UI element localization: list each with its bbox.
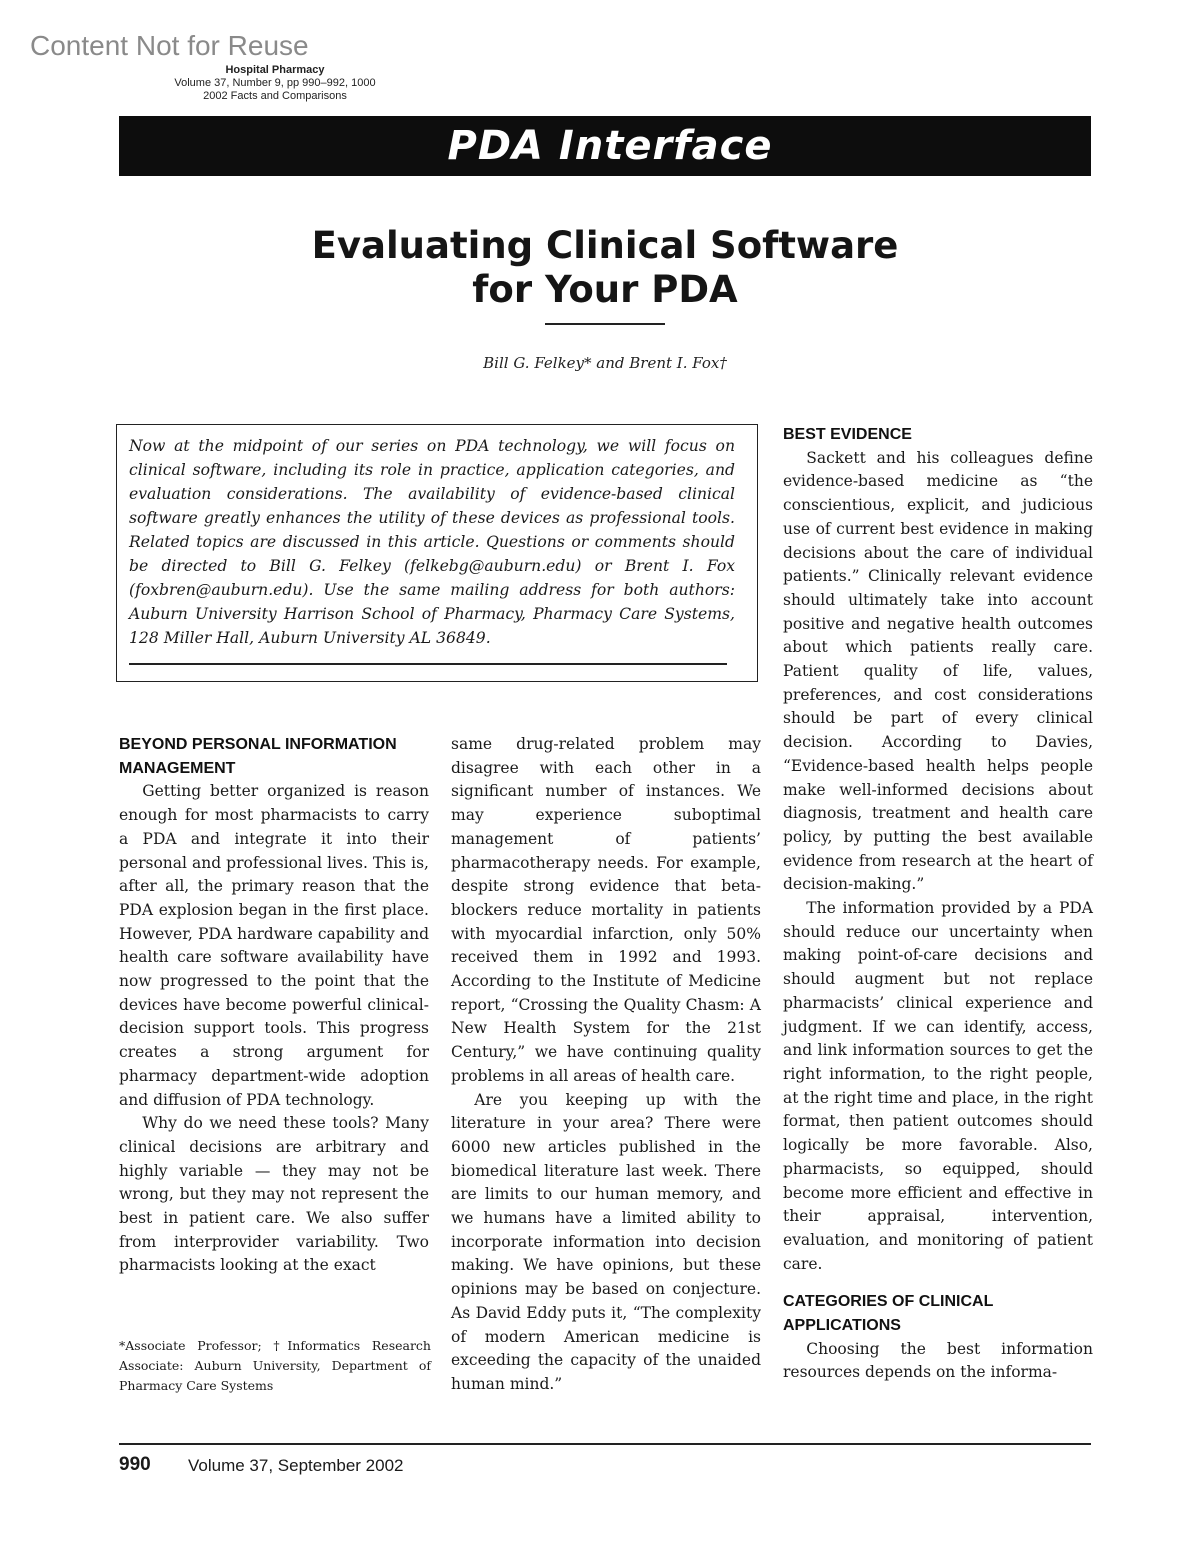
journal-name: Hospital Pharmacy xyxy=(225,64,325,76)
title-divider xyxy=(545,323,665,325)
paragraph: Getting better organized is reason enough for most pharmacists to carry a PDA and integrate it into their personal and professional lives. This is, after all, the primary reason that the PDA explosion began in the first place. However, PDA hardware capability and health care software availability have now progressed to the point that the devices have become powerful clinical-decision support tools. This progress creates a strong argument for pharmacy department-wide adoption and diffusion of PDA technology. xyxy=(119,782,429,1109)
paragraph: Sackett and his colleagues define evidence-based medicine as “the conscientious, explicit, and judicious use of current best evidence in making decisions about the care of individual patients.” Clinically relevant evidence should ultimately take into account positive and negative health outcomes about which patients really care. Patient quality of life, values, preferences, and cost considerations should be part of every clinical decision. According to Davies, “Evidence-based health helps people make well-informed decisions about diagnosis, treatment and health care policy, by putting the best available evidence from research at the heart of decision-making.” xyxy=(783,448,1093,894)
issue-info: Volume 37, September 2002 xyxy=(188,1456,404,1475)
byline: Bill G. Felkey* and Brent I. Fox† xyxy=(483,354,727,372)
article-title xyxy=(119,224,1091,312)
section-banner-label: PDA Interface xyxy=(447,123,773,169)
title-line-1: Evaluating Clinical Software xyxy=(311,224,899,267)
page-number: 990 xyxy=(119,1454,151,1475)
section-banner xyxy=(119,116,1091,176)
abstract-divider xyxy=(129,663,727,665)
section-heading-clinical-categories: CATEGORIES OF CLINICAL APPLICATIONS xyxy=(783,1293,994,1335)
volume-line: Volume 37, Number 9, pp 990–992, 1000 xyxy=(174,77,376,89)
section-heading-best-evidence: BEST EVIDENCE xyxy=(783,426,912,443)
abstract-box xyxy=(116,424,758,682)
publisher-line: 2002 Facts and Comparisons xyxy=(203,90,347,102)
column-1 xyxy=(119,733,429,1278)
author-footnote: *Associate Professor; †Informatics Research Associate: Auburn University, Department of Pharmacy Care Systems xyxy=(119,1338,431,1393)
watermark: Content Not for Reuse xyxy=(30,30,309,61)
section-heading-beyond-pim: BEYOND PERSONAL INFORMATION MANAGEMENT xyxy=(119,736,397,777)
title-line-2: for Your PDA xyxy=(472,268,738,311)
paragraph: same drug-related problem may disagree with each other in a significant number of instances. We may experience suboptimal management of patients’ pharmacotherapy needs. For example, despite strong evidence that beta-blockers reduce mortality in patients with myocardial infarction, only 50% received them in 1992 and 1993. According to the Institute of Medicine report, “Crossing the Quality Chasm: A New Health System for the 21st Century,” we have continuing quality problems in all areas of health care. xyxy=(451,735,761,1085)
journal-citation xyxy=(150,64,400,103)
abstract-text: Now at the midpoint of our series on PDA technology, we will focus on clinical software, including its role in practice, application categories, and evaluation considerations. The availability of evidence-based clinical software greatly enhances the utility of these devices as professional tools. Related topics are discussed in this article. Questions or comments should be directed to Bill G. Felkey (felkebg@auburn.edu) or Brent I. Fox (foxbren@auburn.edu). Use the same mailing address for both authors: Auburn University Harrison School of Pharmacy, Pharmacy Care Systems, 128 Miller Hall, Auburn University AL 36849. xyxy=(129,437,735,647)
paragraph: Why do we need these tools? Many clinical decisions are arbitrary and highly variable — they may not be wrong, but they may not represent the best in patient care. We also suffer from interprovider variability. Two pharmacists looking at the exact xyxy=(119,1114,429,1275)
footer-divider xyxy=(119,1443,1091,1445)
column-2 xyxy=(451,733,761,1397)
paragraph: Choosing the best information resources depends on the informa- xyxy=(783,1339,1093,1382)
column-3 xyxy=(783,423,1093,1385)
paragraph: The information provided by a PDA should reduce our uncertainty when making point-of-care decisions and should augment but not replace pharmacists’ clinical experience and judgment. If we can identify, access, and link information sources to get the right information, to the right people, at the right time and place, in the right format, then patient outcomes should logically be more favorable. Also, pharmacists, so equipped, should become more efficient and effective in their appraisal, intervention, evaluation, and monitoring of patient care. xyxy=(783,899,1093,1273)
paragraph: Are you keeping up with the literature in your area? There were 6000 new articles published in the biomedical literature last week. There are limits to our human memory, and we humans have a limited ability to incorporate information into decision making. We have opinions, but these opinions may be based on conjecture. As David Eddy puts it, “The complexity of modern American medicine is exceeding the capacity of the unaided human mind.” xyxy=(451,1090,761,1393)
